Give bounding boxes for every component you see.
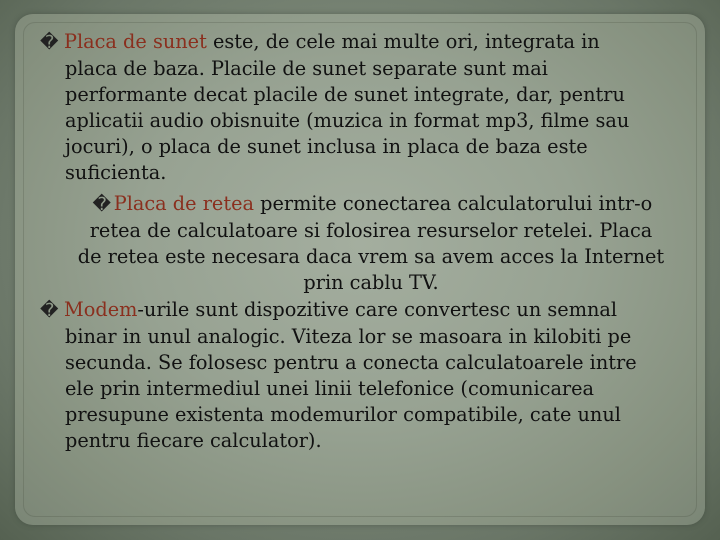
- bullet-icon: �: [40, 300, 59, 321]
- paragraph-text-line: pentru fiecare calculator).: [65, 429, 322, 452]
- paragraph-network-card: [62, 191, 680, 296]
- paragraph-text-line: placa de baza. Placile de sunet separate sunt mai: [65, 57, 548, 80]
- keyword-network-card: Placa de retea: [113, 192, 254, 215]
- keyword-sound-card: Placa de sunet: [64, 30, 207, 53]
- paragraph-text-line: retea de calculatoare si folosirea resurselor retelei. Placa: [89, 219, 653, 242]
- paragraph-text-line: jocuri), o placa de sunet inclusa in placa de baza este: [65, 135, 588, 158]
- paragraph-text-line: prin cablu TV.: [303, 271, 439, 294]
- paragraph-text-line: permite conectarea calculatorului intr-o: [253, 192, 653, 215]
- paragraph-text-line: -urile sunt dispozitive care convertesc un semnal: [137, 298, 618, 321]
- paragraph-first-line: [40, 29, 680, 56]
- paragraph-text-line: performante decat placile de sunet integrate, dar, pentru: [65, 83, 625, 106]
- paragraph-sound-card: [40, 29, 680, 186]
- paragraph-text-line: binar in unul analogic. Viteza lor se masoara in kilobiti pe: [65, 325, 632, 348]
- paragraph-text-line: suficienta.: [65, 161, 167, 184]
- paragraph-text-line: ele prin intermediul unei linii telefonice (comunicarea: [65, 377, 595, 400]
- paragraph-text-line: aplicatii audio obisnuite (muzica in format mp3, filme sau: [65, 109, 630, 132]
- paragraph-first-line: [40, 297, 680, 324]
- keyword-modem: Modem: [64, 298, 138, 321]
- paragraph-text-line: este, de cele mai multe ori, integrata in: [206, 30, 600, 53]
- paragraph-first-line: [62, 191, 680, 218]
- bullet-icon: �: [40, 32, 59, 53]
- bullet-icon: �: [92, 194, 111, 215]
- paragraph-modem: [40, 297, 680, 454]
- paragraph-text-line: presupune existenta modemurilor compatibile, cate unul: [65, 403, 621, 426]
- paragraph-text-line: secunda. Se folosesc pentru a conecta calculatoarele intre: [65, 351, 637, 374]
- paragraph-text-line: de retea este necesara daca vrem sa avem acces la Internet: [77, 245, 665, 268]
